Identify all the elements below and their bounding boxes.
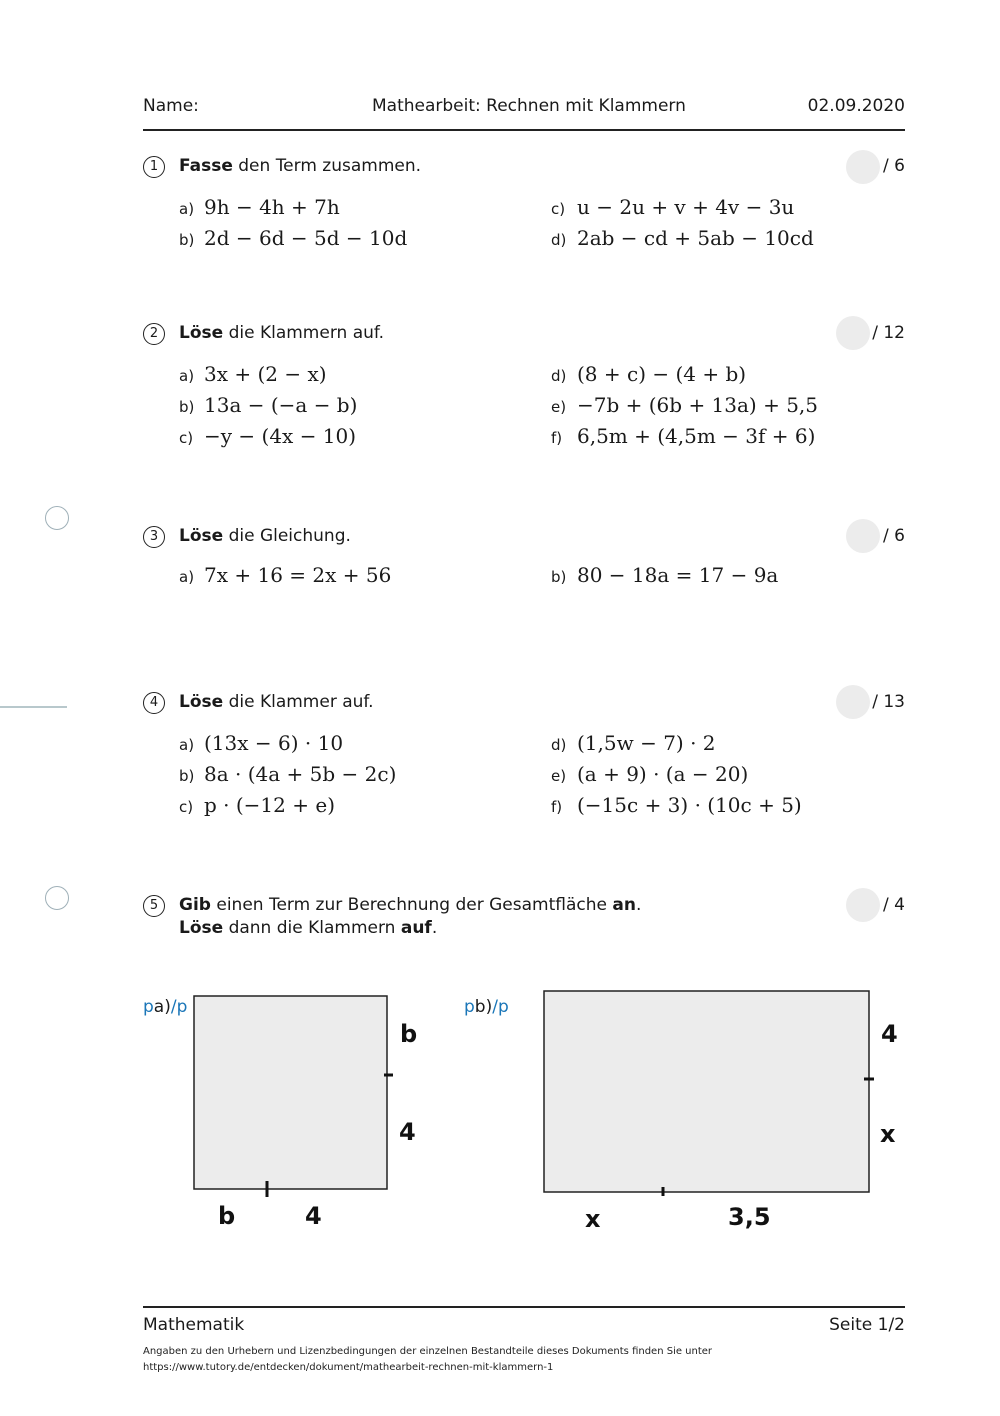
task-number-4: 4 [143,692,165,714]
task-number-2: 2 [143,323,165,345]
page-title: Mathearbeit: Rechnen mit Klammern [372,96,686,116]
task-3-instruction: Löse die Gleichung. [179,526,351,546]
item-expression: −y − (4x − 10) [204,424,357,448]
item-expression: (8 + c) − (4 + b) [577,362,747,386]
figure-a-side-top: b [400,1020,418,1048]
item-expression: p · (−12 + e) [204,793,335,817]
task-5-instruction: Gib einen Term zur Berechnung der Gesamtfläche an. Löse dann die Klammern auf. [179,895,642,938]
score-field-1[interactable] [846,150,880,184]
figure-b-bottom-left: x [585,1205,601,1233]
punch-hole-bottom [45,886,69,910]
name-label: Name: [143,96,199,116]
item-expression: (a + 9) · (a − 20) [577,762,749,786]
item-label: d) [551,231,567,249]
square-shape [194,996,387,1189]
item-label: a) [179,568,195,586]
figure-a-bottom-right: 4 [305,1202,322,1230]
score-field-5[interactable] [846,888,880,922]
item-label: d) [551,736,567,754]
footer-rule [143,1306,905,1308]
punch-hole-top [45,506,69,530]
score-field-3[interactable] [846,519,880,553]
item-expression: 8a · (4a + 5b − 2c) [204,762,397,786]
fold-mark [0,706,67,708]
rectangle-shape [544,991,869,1192]
footer-page-number: Seite 1/2 [829,1315,905,1335]
credit-url[interactable]: https://www.tutory.de/entdecken/dokument/mathearbeit-rechnen-mit-klammern-1 [143,1362,554,1373]
item-label: c) [179,429,194,447]
item-expression: 6,5m + (4,5m − 3f + 6) [577,424,816,448]
date: 02.09.2020 [807,96,905,116]
item-expression: 2d − 6d − 5d − 10d [204,226,408,250]
footer-subject: Mathematik [143,1315,245,1335]
item-expression: u − 2u + v + 4v − 3u [577,195,795,219]
figure-b-side-top: 4 [881,1020,898,1048]
item-label: b) [551,568,567,586]
item-expression: 3x + (2 − x) [204,362,327,386]
item-label: b) [179,231,195,249]
item-expression: 9h − 4h + 7h [204,195,340,219]
item-expression: (13x − 6) · 10 [204,731,344,755]
item-label: b) [179,398,195,416]
item-expression: −7b + (6b + 13a) + 5,5 [577,393,819,417]
figure-a-label: pa)/p [143,997,188,1017]
figure-b-bottom-right: 3,5 [728,1203,771,1231]
figure-a-bottom-left: b [218,1202,236,1230]
task-5-score: / 4 [883,895,905,915]
figure-a-side-bottom: 4 [399,1118,416,1146]
item-label: e) [551,767,567,785]
credit-text: Angaben zu den Urhebern und Lizenzbedingungen der einzelnen Bestandteile dieses Dokuments finden Sie unter [143,1346,713,1357]
task-2-score: / 12 [872,323,905,343]
item-label: c) [179,798,194,816]
item-expression: 80 − 18a = 17 − 9a [577,563,779,587]
item-label: a) [179,200,195,218]
item-label: a) [179,367,195,385]
task-1-score: / 6 [883,156,905,176]
task-number-1: 1 [143,156,165,178]
score-field-2[interactable] [836,316,870,350]
figure-b-side-bottom: x [880,1120,896,1148]
item-expression: 7x + 16 = 2x + 56 [204,563,392,587]
figure-b-label: pb)/p [464,997,509,1017]
task-2-instruction: Löse die Klammern auf. [179,323,385,343]
item-label: a) [179,736,195,754]
task-4-instruction: Löse die Klammer auf. [179,692,374,712]
item-expression: (1,5w − 7) · 2 [577,731,716,755]
item-label: f) [551,798,563,816]
footer-credit [143,1344,712,1376]
figure-b-rectangle [530,980,890,1210]
item-label: b) [179,767,195,785]
item-expression: (−15c + 3) · (10c + 5) [577,793,802,817]
header-rule [143,129,905,131]
task-number-3: 3 [143,526,165,548]
task-number-5: 5 [143,895,165,917]
item-label: d) [551,367,567,385]
item-label: c) [551,200,566,218]
score-field-4[interactable] [836,685,870,719]
task-4-score: / 13 [872,692,905,712]
task-1-instruction: Fasse den Term zusammen. [179,156,422,176]
item-label: e) [551,398,567,416]
item-expression: 2ab − cd + 5ab − 10cd [577,226,814,250]
task-3-score: / 6 [883,526,905,546]
item-expression: 13a − (−a − b) [204,393,358,417]
item-label: f) [551,429,563,447]
